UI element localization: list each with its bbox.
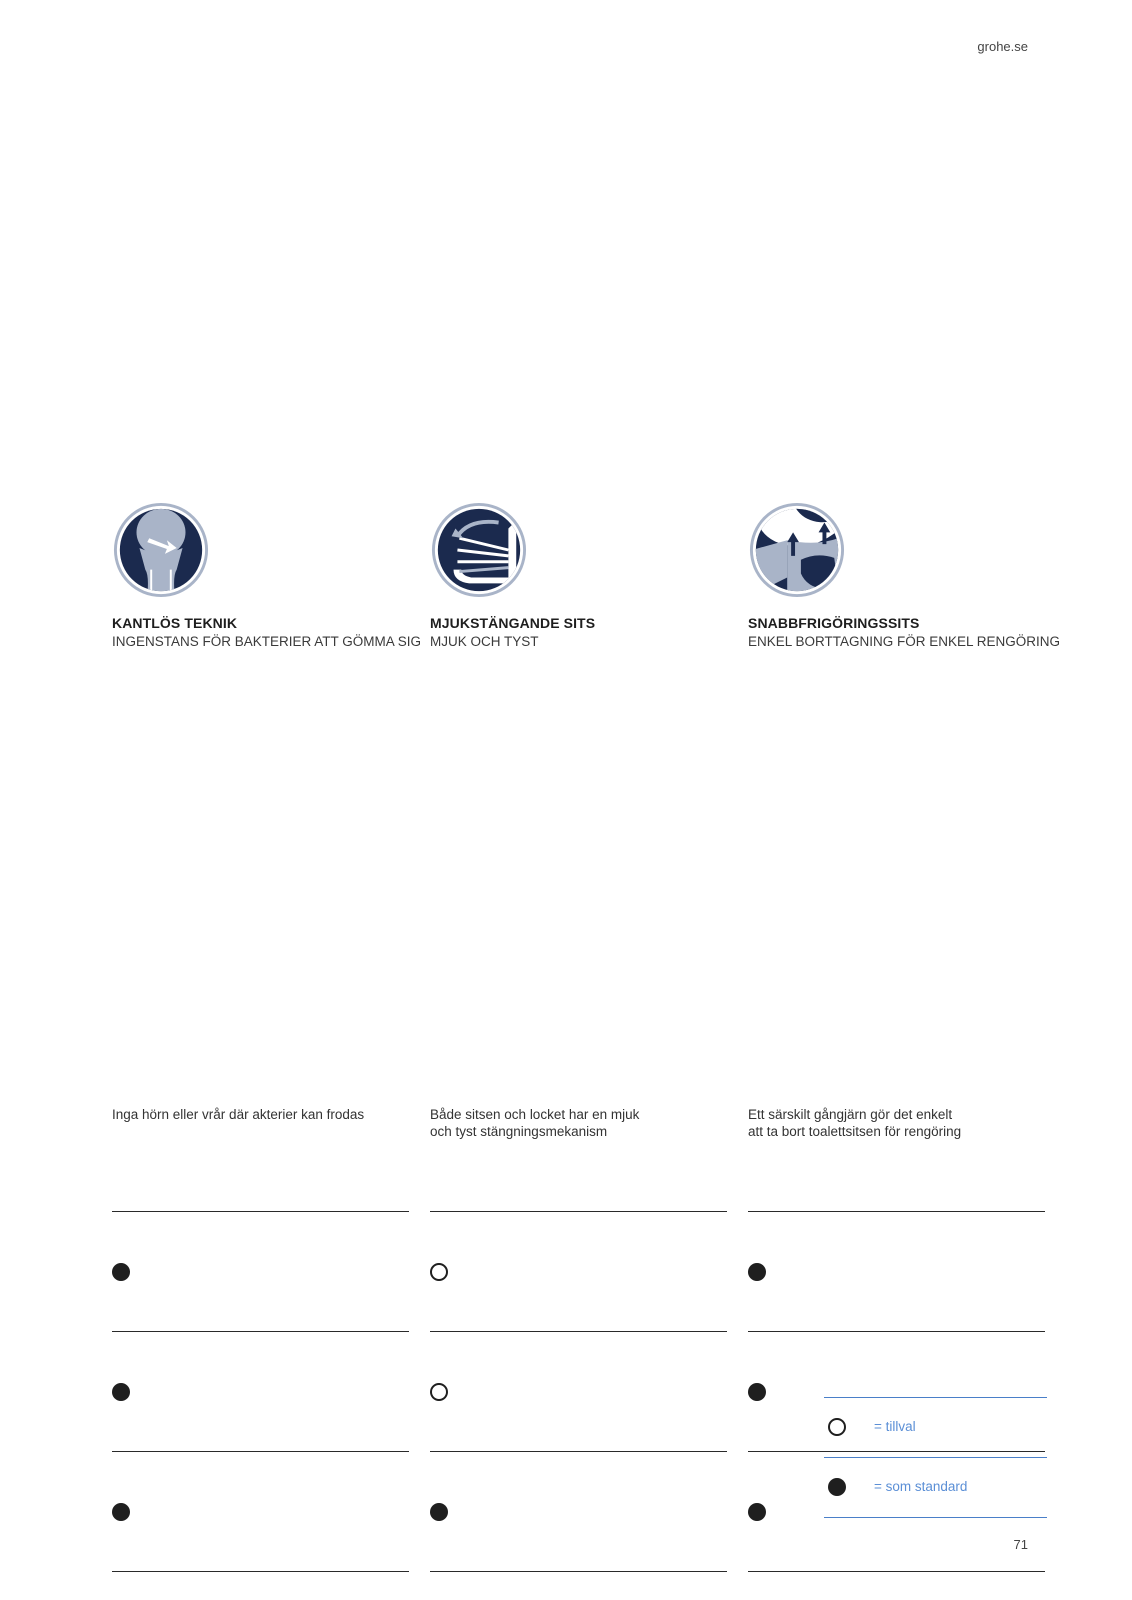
availability-table (112, 1211, 409, 1572)
filled-circle-icon (748, 1383, 766, 1401)
description-line: att ta bort toalettsitsen för rengöring (748, 1124, 962, 1139)
quick-release-seat-icon (748, 501, 846, 599)
availability-row (112, 1452, 409, 1572)
availability-row (112, 1332, 409, 1452)
feature-subtitle: MJUK OCH TYST (430, 634, 539, 649)
feature-column-soft-close (430, 501, 727, 1139)
feature-title: KANTLÖS TEKNIK (112, 615, 238, 631)
availability-row (112, 1212, 409, 1332)
site-url[interactable]: grohe.se (977, 39, 1028, 54)
feature-subtitle: ENKEL BORTTAGNING FÖR ENKEL RENGÖRING (748, 634, 1061, 649)
filled-circle-icon (112, 1263, 130, 1281)
availability-row (430, 1212, 727, 1332)
feature-description (748, 1106, 1045, 1140)
filled-circle-icon (748, 1503, 766, 1521)
availability-table (430, 1211, 727, 1572)
availability-row (430, 1332, 727, 1452)
feature-title: SNABBFRIGÖRINGSSITS (748, 615, 920, 631)
filled-circle-icon (430, 1503, 448, 1521)
feature-title: MJUKSTÄNGANDE SITS (430, 615, 596, 631)
page-number: 71 (1013, 1537, 1028, 1552)
legend-row-option (824, 1398, 1047, 1458)
availability-row (430, 1452, 727, 1572)
description-line: och tyst stängningsmekanism (430, 1124, 608, 1139)
feature-column-rimless (112, 501, 422, 1122)
filled-circle-icon (828, 1478, 846, 1496)
soft-close-seat-icon (430, 501, 528, 599)
outline-circle-icon (430, 1263, 448, 1281)
description-line: Ett särskilt gångjärn gör det enkelt (748, 1107, 953, 1122)
legend-row-standard (824, 1458, 1047, 1518)
description-line: Både sitsen och locket har en mjuk (430, 1107, 640, 1122)
description-line: Inga hörn eller vrår där akterier kan frodas (112, 1107, 365, 1122)
feature-description (112, 1106, 409, 1123)
feature-column-quick-release (748, 501, 1061, 1139)
rimless-bowl-icon (112, 501, 210, 599)
filled-circle-icon (112, 1503, 130, 1521)
filled-circle-icon (748, 1263, 766, 1281)
outline-circle-icon (828, 1418, 846, 1436)
feature-subtitle: INGENSTANS FÖR BAKTERIER ATT GÖMMA SIG (112, 634, 422, 649)
availability-row (748, 1212, 1045, 1332)
outline-circle-icon (430, 1383, 448, 1401)
legend (824, 1397, 1047, 1518)
filled-circle-icon (112, 1383, 130, 1401)
legend-standard-label: = som standard (874, 1479, 968, 1494)
legend-option-label: = tillval (874, 1419, 916, 1434)
feature-description (430, 1106, 727, 1140)
